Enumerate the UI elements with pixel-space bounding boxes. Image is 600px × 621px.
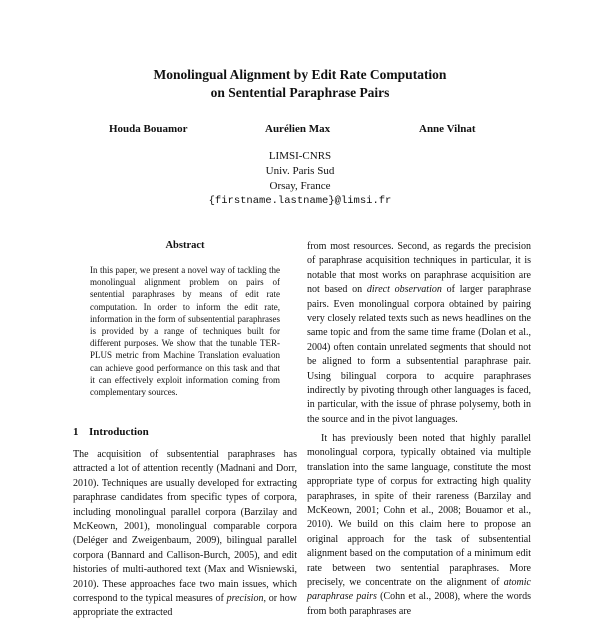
intro-paragraph-continued [307, 240, 531, 427]
section-heading-introduction [73, 426, 149, 438]
intro-paragraph-1 [73, 448, 297, 621]
affiliation-city: Orsay, France [269, 180, 331, 192]
affiliation-org: LIMSI-CNRS [268, 150, 332, 162]
intro-p1-text-a: The acquisition of subsentential paraphrases has attracted a lot of attention recently (Madnani and Dorr, 2010). Techniques are usually developed for extracting paraphrase candidates from specific types of corpora, including monolingual parallel corpora (Barzilay and McKeown, 2001), monolingual comparable corpora (Deléger and Zweigenbaum, 2009), bilingual parallel corpora (Bannard and Callison-Burch, 2005), and edit histories of multi-authored text (Max and Wisniewski, 2010). These approaches face two main issues, which correspond to the typical measures of [73, 449, 297, 605]
section-title: Introduction [89, 426, 149, 438]
right-p1-text-b: of larger paraphrase pairs. Even monolingual corpora obtained by pairing very closely related texts such as news headlines on the same topic and from the same time frame (Dolan et al., 2004) often contain unrelated segments that should not be aligned to form a subsentential paraphrase pair. Using bilingual corpora to acquire paraphrases indirectly by pivoting through other languages is faced, in particular, with the issue of phrase polysemy, both in the source and in the pivot languages. [307, 284, 532, 425]
author-2: Aurélien Max [265, 123, 331, 135]
intro-p1-italic: precision [226, 593, 264, 605]
abstract-heading: Abstract [165, 240, 205, 251]
affiliation-email: {firstname.lastname}@limsi.fr [208, 195, 392, 207]
right-p2-text-b: (Cohn et al., 2008), where the words from both paraphrases are [307, 591, 531, 617]
intro-p1-text-b: , or how appropriate the extracted [73, 593, 297, 619]
affiliation-block [150, 149, 450, 209]
affiliation-univ: Univ. Paris Sud [265, 165, 335, 177]
right-p1-text-a: from most resources. Second, as regards the precision of paraphrase acquisition techniques in particular, it is notable that most works on paraphrase acquisition are not based on [307, 241, 531, 296]
title-line-1: Monolingual Alignment by Edit Rate Computation [153, 67, 447, 82]
title-line-2: on Sentential Paraphrase Pairs [210, 85, 390, 100]
section-number: 1 [73, 426, 79, 438]
author-3: Anne Vilnat [419, 123, 476, 135]
abstract-text: In this paper, we present a novel way of tackling the monolingual alignment problem on pairs of sentential paraphrases by means of edit rate computation. In order to inform the edit rate, information in the form of subsentential paraphrases is provided by a range of techniques built for different purposes. We show that the tunable TER-PLUS metric from Machine Translation evaluation can achieve good performance on this task and that it can effectively exploit information coming from complementary sources. [90, 265, 280, 398]
paper-title [100, 66, 500, 102]
intro-right-column-top [307, 240, 531, 427]
intro-paragraph-2 [307, 432, 531, 619]
right-p2-italic: atomic paraphrase pairs [307, 577, 531, 603]
author-1: Houda Bouamor [109, 123, 188, 135]
right-p1-italic: direct observation [366, 284, 442, 296]
right-p2-text-a: It has previously been noted that highly parallel monolingual corpora, typically obtained via multiple translation into the same language, constitute the most appropriate type of corpus for extracting high quality paraphrases, in spite of their rareness (Barzilay and McKeown, 2001; Cohn et al., 2008; Bouamor et al., 2010). We build on this claim here to propose an original approach for the task of subsentential alignment based on the computation of a minimum edit rate between two sentential paraphrases. More precisely, we concentrate on the alignment of [307, 433, 531, 589]
intro-right-column-bottom [307, 432, 531, 617]
intro-left-column [73, 448, 297, 619]
